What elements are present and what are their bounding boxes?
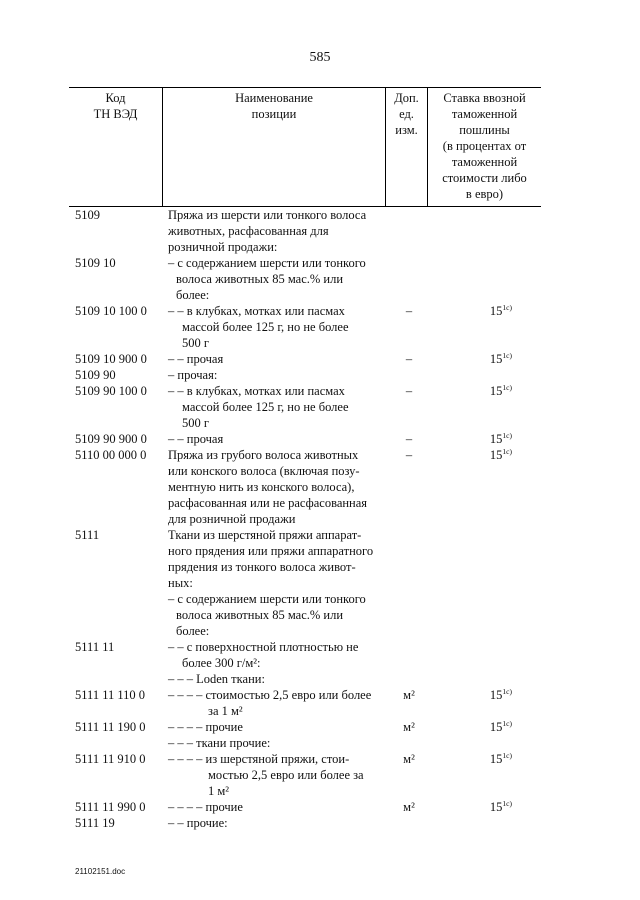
row-rate — [462, 383, 512, 399]
row-code: 5109 — [75, 208, 100, 222]
row-name: Пряжа из шерсти или тонкого волоса животных, расфасованная для розничной продажи: — [168, 208, 367, 254]
row-name: Ткани из шерстяной пряжи аппарат- ного прядения или пряжи аппаратного прядения из тонкого волоса живот- ных: — [168, 528, 374, 590]
row-unit: м² — [403, 752, 415, 766]
row-code: 5109 10 — [75, 256, 116, 270]
table-row — [0, 639, 640, 671]
rate-footnote: 1с) — [502, 303, 512, 312]
row-code: 5110 00 000 0 — [75, 448, 147, 462]
rate-value: 15 — [489, 752, 503, 766]
table-row — [0, 303, 640, 351]
row-name: – – в клубках, мотках или пасмах массой более 125 г, но не более 500 г — [168, 304, 349, 350]
row-code: 5109 90 — [75, 368, 116, 382]
table-row — [0, 815, 640, 831]
row-name: – прочая: — [168, 368, 218, 382]
rate-value: 15 — [489, 384, 503, 398]
table-row — [0, 431, 640, 447]
row-rate — [462, 751, 512, 767]
row-code: 5109 90 900 0 — [75, 432, 147, 446]
table-row — [0, 719, 640, 735]
table-row — [0, 735, 640, 751]
rate-footnote: 1с) — [502, 351, 512, 360]
row-code: 5111 19 — [75, 816, 115, 830]
row-unit: м² — [403, 720, 415, 734]
row-name: – – – – из шерстяной пряжи, стои- мостью 2,5 евро или более за 1 м² — [168, 752, 364, 798]
table-row — [0, 367, 640, 383]
row-unit: – — [405, 448, 413, 462]
row-name: – – в клубках, мотках или пасмах массой более 125 г, но не более 500 г — [168, 384, 349, 430]
row-name: – – прочие: — [168, 816, 228, 830]
header-top-rule — [69, 87, 541, 88]
rate-footnote: 1с) — [502, 751, 512, 760]
table-row — [0, 799, 640, 815]
row-name: – – – – прочие — [168, 720, 243, 734]
row-rate — [462, 447, 512, 463]
row-name: – – – Loden ткани: — [168, 672, 265, 686]
footer-filename: 21102151.doc — [75, 867, 126, 876]
row-rate — [462, 431, 512, 447]
table-body — [0, 207, 640, 831]
row-code: 5111 — [75, 528, 100, 542]
rate-value: 15 — [489, 688, 503, 702]
page-number: 585 — [309, 50, 331, 65]
row-name: – с содержанием шерсти или тонкого волоса животных 85 мас.% или более: — [168, 256, 366, 302]
rate-footnote: 1с) — [502, 799, 512, 808]
rate-footnote: 1с) — [502, 719, 512, 728]
rate-footnote: 1с) — [502, 447, 512, 456]
row-code: 5109 10 900 0 — [75, 352, 147, 366]
row-code: 5111 11 190 0 — [75, 720, 146, 734]
table-row — [0, 751, 640, 799]
table-row — [0, 671, 640, 687]
rate-value: 15 — [489, 800, 503, 814]
rate-footnote: 1с) — [502, 687, 512, 696]
table-row — [0, 687, 640, 719]
row-name: – с содержанием шерсти или тонкого волоса животных 85 мас.% или более: — [168, 592, 366, 638]
row-rate — [462, 351, 512, 367]
row-name: – – – – стоимостью 2,5 евро или более за 1 м² — [168, 688, 372, 718]
row-code: 5111 11 110 0 — [75, 688, 146, 702]
table-row — [0, 255, 640, 303]
row-code: 5109 90 100 0 — [75, 384, 147, 398]
table-row — [0, 207, 640, 255]
row-name: – – – – прочие — [168, 800, 243, 814]
row-name: – – прочая — [168, 432, 224, 446]
table-row — [0, 591, 640, 639]
row-unit: – — [405, 304, 413, 318]
table-row — [0, 527, 640, 591]
table-row — [0, 383, 640, 431]
row-code: 5111 11 990 0 — [75, 800, 146, 814]
rate-footnote: 1с) — [502, 431, 512, 440]
rate-value: 15 — [489, 352, 503, 366]
row-rate — [462, 303, 512, 319]
header-rate: Ставка ввозной таможенной пошлины (в процентах от таможенной стоимости либо в евро) — [442, 91, 527, 201]
row-code: 5111 11 — [75, 640, 115, 654]
row-name: – – прочая — [168, 352, 224, 366]
row-rate — [462, 687, 512, 703]
row-unit: – — [405, 352, 413, 366]
table-row — [0, 351, 640, 367]
row-unit: м² — [403, 800, 415, 814]
rate-value: 15 — [489, 432, 503, 446]
header-code: Код ТН ВЭД — [93, 91, 138, 121]
row-code: 5109 10 100 0 — [75, 304, 147, 318]
row-unit: м² — [403, 688, 415, 702]
row-rate — [462, 719, 512, 735]
header-name: Наименование позиции — [235, 91, 313, 121]
rate-value: 15 — [489, 304, 503, 318]
row-code: 5111 11 910 0 — [75, 752, 146, 766]
row-unit: – — [405, 432, 413, 446]
row-name: – – – ткани прочие: — [168, 736, 271, 750]
row-name: Пряжа из грубого волоса животных или конского волоса (включая позу- ментную нить из конского волоса), расфасованная или не расфасованная для розничной продажи — [168, 448, 368, 526]
row-unit: – — [405, 384, 413, 398]
row-rate — [462, 799, 512, 815]
row-name: – – с поверхностной плотностью не более 300 г/м²: — [168, 640, 359, 670]
rate-footnote: 1с) — [502, 383, 512, 392]
table-row — [0, 447, 640, 527]
header-unit: Доп. ед. изм. — [394, 91, 419, 137]
rate-value: 15 — [489, 720, 503, 734]
rate-value: 15 — [489, 448, 503, 462]
